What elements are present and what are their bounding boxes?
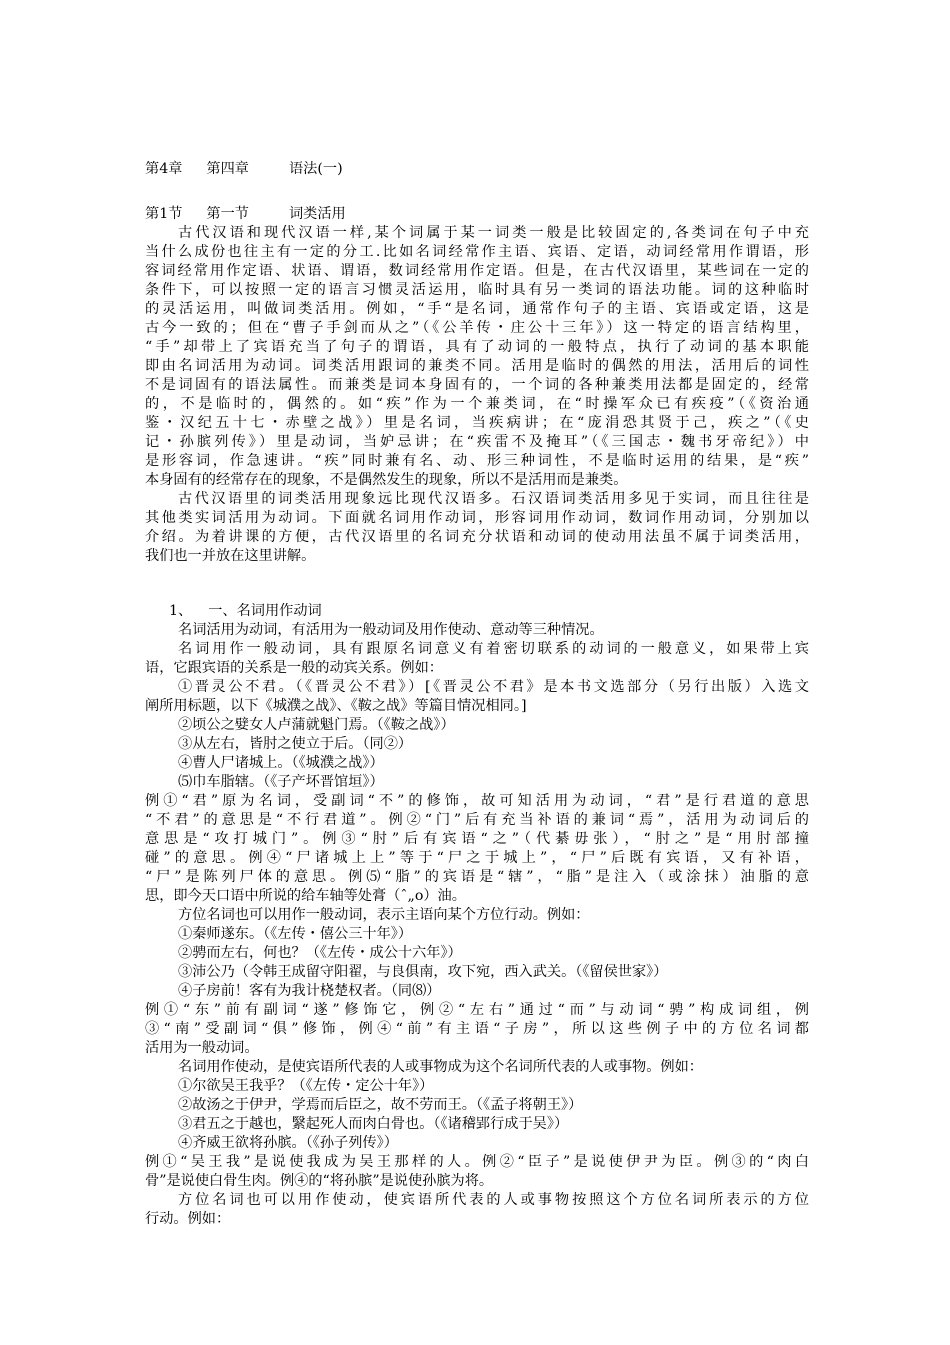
text-line: 是形容词，作急速讲。“疾”同时兼有名、动、形三种词性，不是临时运用的结果，是“疾” xyxy=(145,453,809,469)
section-heading xyxy=(145,205,809,224)
text-line: 碰”的意思。例④“尸诸城上上”等于“尸之于城上”，“尸”后既有宾语，又有补语， xyxy=(145,850,809,866)
examples-list-1 xyxy=(145,678,809,792)
example-line: ⑸巾车脂辖。（《子产坏晋馆垣》） xyxy=(178,774,384,790)
chapter-name: 语法(一) xyxy=(288,161,343,177)
paragraph-1 xyxy=(145,621,809,640)
text-line: 本身固有的经常存在的现象，不是偶然发生的现象，所以不是活用而是兼类。 xyxy=(145,472,628,488)
text-line: 语，它跟宾语的关系是一般的动宾关系。例如： xyxy=(145,660,443,676)
chapter-title: 第四章 xyxy=(206,161,249,177)
intro-paragraph-2 xyxy=(145,490,809,566)
text-line: 介绍。为着讲课的方便，古代汉语里的名词充分状语和动词的使动用法虽不属于词类活用， xyxy=(145,529,809,545)
section-title: 第一节 xyxy=(206,206,249,222)
text-line: 意思是“攻打城门”。例③“肘”后有宾语“之”（代綦毋张），“肘之”是“用肘部撞 xyxy=(145,831,809,847)
example-line: ②顷公之嬖女人卢蒲就魁门焉。（《鞍之战》） xyxy=(178,717,455,733)
subsection-heading xyxy=(169,602,809,621)
text-line: 当什么成份也往主有一定的分工.比如名词经常作主语、宾语、定语，动词经常用作谓语，形 xyxy=(145,244,809,260)
text-line: 方位名词也可以用作使动，使宾语所代表的人或事物按照这个方位名词所表示的方位 xyxy=(178,1192,809,1208)
text-line: 即由名词活用为动词。词类活用跟词的兼类不同。活用是临时的偶然的用法，活用后的词性 xyxy=(145,358,809,374)
example-line: ④子房前！客有为我计桡楚权者。（同⑻） xyxy=(178,983,441,999)
text-line: ③“南”受副词“俱”修饰，例④“前”有主语“子房”，所以这些例子中的方位名词都 xyxy=(145,1021,809,1037)
text-line: 古今一致的；但在“曹子手剑而从之”（《公羊传・庄公十三年》）这一特定的语言结构里， xyxy=(145,320,809,336)
text-line: 古代汉语和现代汉语一样,某个词属于某一词类一般是比较固定的,各类词在句子中充 xyxy=(178,225,809,241)
example-line: ④曹人尸诸城上。（《城濮之战》） xyxy=(178,755,384,771)
explanation-2 xyxy=(145,1001,809,1058)
text-line: 名词用作一般动词，具有跟原名词意义有着密切联系的动词的一般意义，如果带上宾 xyxy=(178,641,809,657)
example-line: ②故汤之于伊尹，学焉而后臣之，故不劳而王。（《孟子将朝王》） xyxy=(178,1097,583,1113)
example-line: ③君五之于越也，繄起死人而肉白骨也。（《诸稽郢行成于吴》） xyxy=(178,1116,569,1132)
text-line: “不君”的意思是“不行君道”。例②“门”后有充当补语的兼词“焉”，活用为动词后的 xyxy=(145,812,809,828)
text-line: 例①“吴王我”是说使我成为吴王那样的人。例②“臣子”是说使伊尹为臣。例③的“肉白 xyxy=(145,1154,809,1170)
text-line: 容词经常用作定语、状语、谓语，数词经常用作定语。但是，在古代汉语里，某些词在一定的 xyxy=(145,263,809,279)
text-line: 例①“君”原为名词，受副词“不”的修饰，故可知活用为动词，“君”是行君道的意思 xyxy=(145,793,809,809)
text-line: 行动。例如： xyxy=(145,1211,231,1227)
text-line: 鉴・汉纪五十七・赤壁之战》）里是名词，当疾病讲；在“庞涓恐其贤于己，疾之”（《史 xyxy=(145,415,809,431)
text-line: “手”却带上了宾语充当了句子的谓语，具有了动词的一般特点，执行了动词的基本职能 xyxy=(145,339,809,355)
chapter-number: 第4章 xyxy=(145,161,183,177)
subsection-number: 1、 xyxy=(169,603,193,619)
section-number: 第1节 xyxy=(145,206,183,222)
example-line: 阐所用标题，以下《城濮之战》、《鞍之战》等篇目情况相同。] xyxy=(145,698,527,714)
text-line: 记・孙膑列传》）里是动词，当妒忌讲；在“疾雷不及掩耳”（《三国志・魏书牙帝纪》）中 xyxy=(145,434,809,450)
document-body xyxy=(145,160,809,1229)
paragraph-2 xyxy=(145,640,809,678)
example-line: ③从左右，皆肘之使立于后。（同②） xyxy=(178,736,413,752)
text-line: 条件下，可以按照一定的语言习惯灵活运用，临时具有另一类词的语法功能。词的这种临时 xyxy=(145,282,809,298)
text-line: 名词活用为动词，有活用为一般动词及用作使动、意动等三种情况。 xyxy=(178,622,604,638)
example-line: ①晋灵公不君。（《晋灵公不君》）[《晋灵公不君》是本书文选部分（另行出版）入选文 xyxy=(178,679,809,695)
examples-list-3 xyxy=(145,1077,809,1153)
text-line: 我们也一并放在这里讲解。 xyxy=(145,548,316,564)
text-line: 其他类实词活用为动词。下面就名词用作动词，形容词用作动词，数词作用动词，分别加以 xyxy=(145,510,809,526)
example-line: ④齐威王欲将孙膑。（《孙子列传》） xyxy=(178,1135,398,1151)
section-name: 词类活用 xyxy=(288,206,346,222)
paragraph-5 xyxy=(145,1191,809,1229)
explanation-1 xyxy=(145,792,809,906)
paragraph-3 xyxy=(145,906,809,925)
subsection-title: 一、名词用作动词 xyxy=(208,603,322,619)
intro-paragraph xyxy=(145,224,809,490)
text-line: 思，即今天口语中所说的给车轴等处膏（ˆ„o）油。 xyxy=(145,888,466,904)
text-line: 的灵活运用，叫做词类活用。例如，“手“是名词，通常作句子的主语、宾语或定语，这是 xyxy=(145,301,809,317)
text-line: 方位名词也可以用作一般动词，表示主语向某个方位行动。例如： xyxy=(178,907,590,923)
text-line: 例①“东”前有副词“遂”修饰它，例②“左右”通过“而”与动词“骋”构成词组，例 xyxy=(145,1002,809,1018)
example-line: ②骋而左右，何也？（《左传・成公十六年》） xyxy=(178,945,462,961)
examples-list-2 xyxy=(145,925,809,1001)
example-line: ①秦师遂东。（《左传・僖公三十年》） xyxy=(178,926,413,942)
example-line: ①尔欲吴王我乎？（《左传・定公十年》） xyxy=(178,1078,434,1094)
chapter-heading xyxy=(145,160,809,179)
text-line: 的，不是临时的，偶然的。如“疾”作为一个兼类词，在“时操军众已有疾疫”（《资治通 xyxy=(145,396,809,412)
text-line: 不是词固有的语法属性。而兼类是词本身固有的，一个词的各种兼类用法都是固定的，经常 xyxy=(145,377,809,393)
text-line: 名词用作使动，是使宾语所代表的人或事物成为这个名词所代表的人或事物。例如： xyxy=(178,1059,703,1075)
explanation-3 xyxy=(145,1153,809,1191)
text-line: 骨”是说使白骨生肉。例④的“将孙膑”是说使孙膑为将。 xyxy=(145,1173,494,1189)
example-line: ③沛公乃（令韩王成留守阳翟，与良俱南，攻下宛，西入武关。（《留侯世家》） xyxy=(178,964,668,980)
text-line: “尸”是陈列尸体的意思。例⑸“脂”的宾语是“辖”，“脂”是注入（或涂抹）油脂的意 xyxy=(145,869,809,885)
paragraph-4 xyxy=(145,1058,809,1077)
text-line: 活用为一般动词。 xyxy=(145,1040,259,1056)
text-line: 古代汉语里的词类活用现象远比现代汉语多。石汉语词类活用多见于实词，而且往往是 xyxy=(178,491,809,507)
